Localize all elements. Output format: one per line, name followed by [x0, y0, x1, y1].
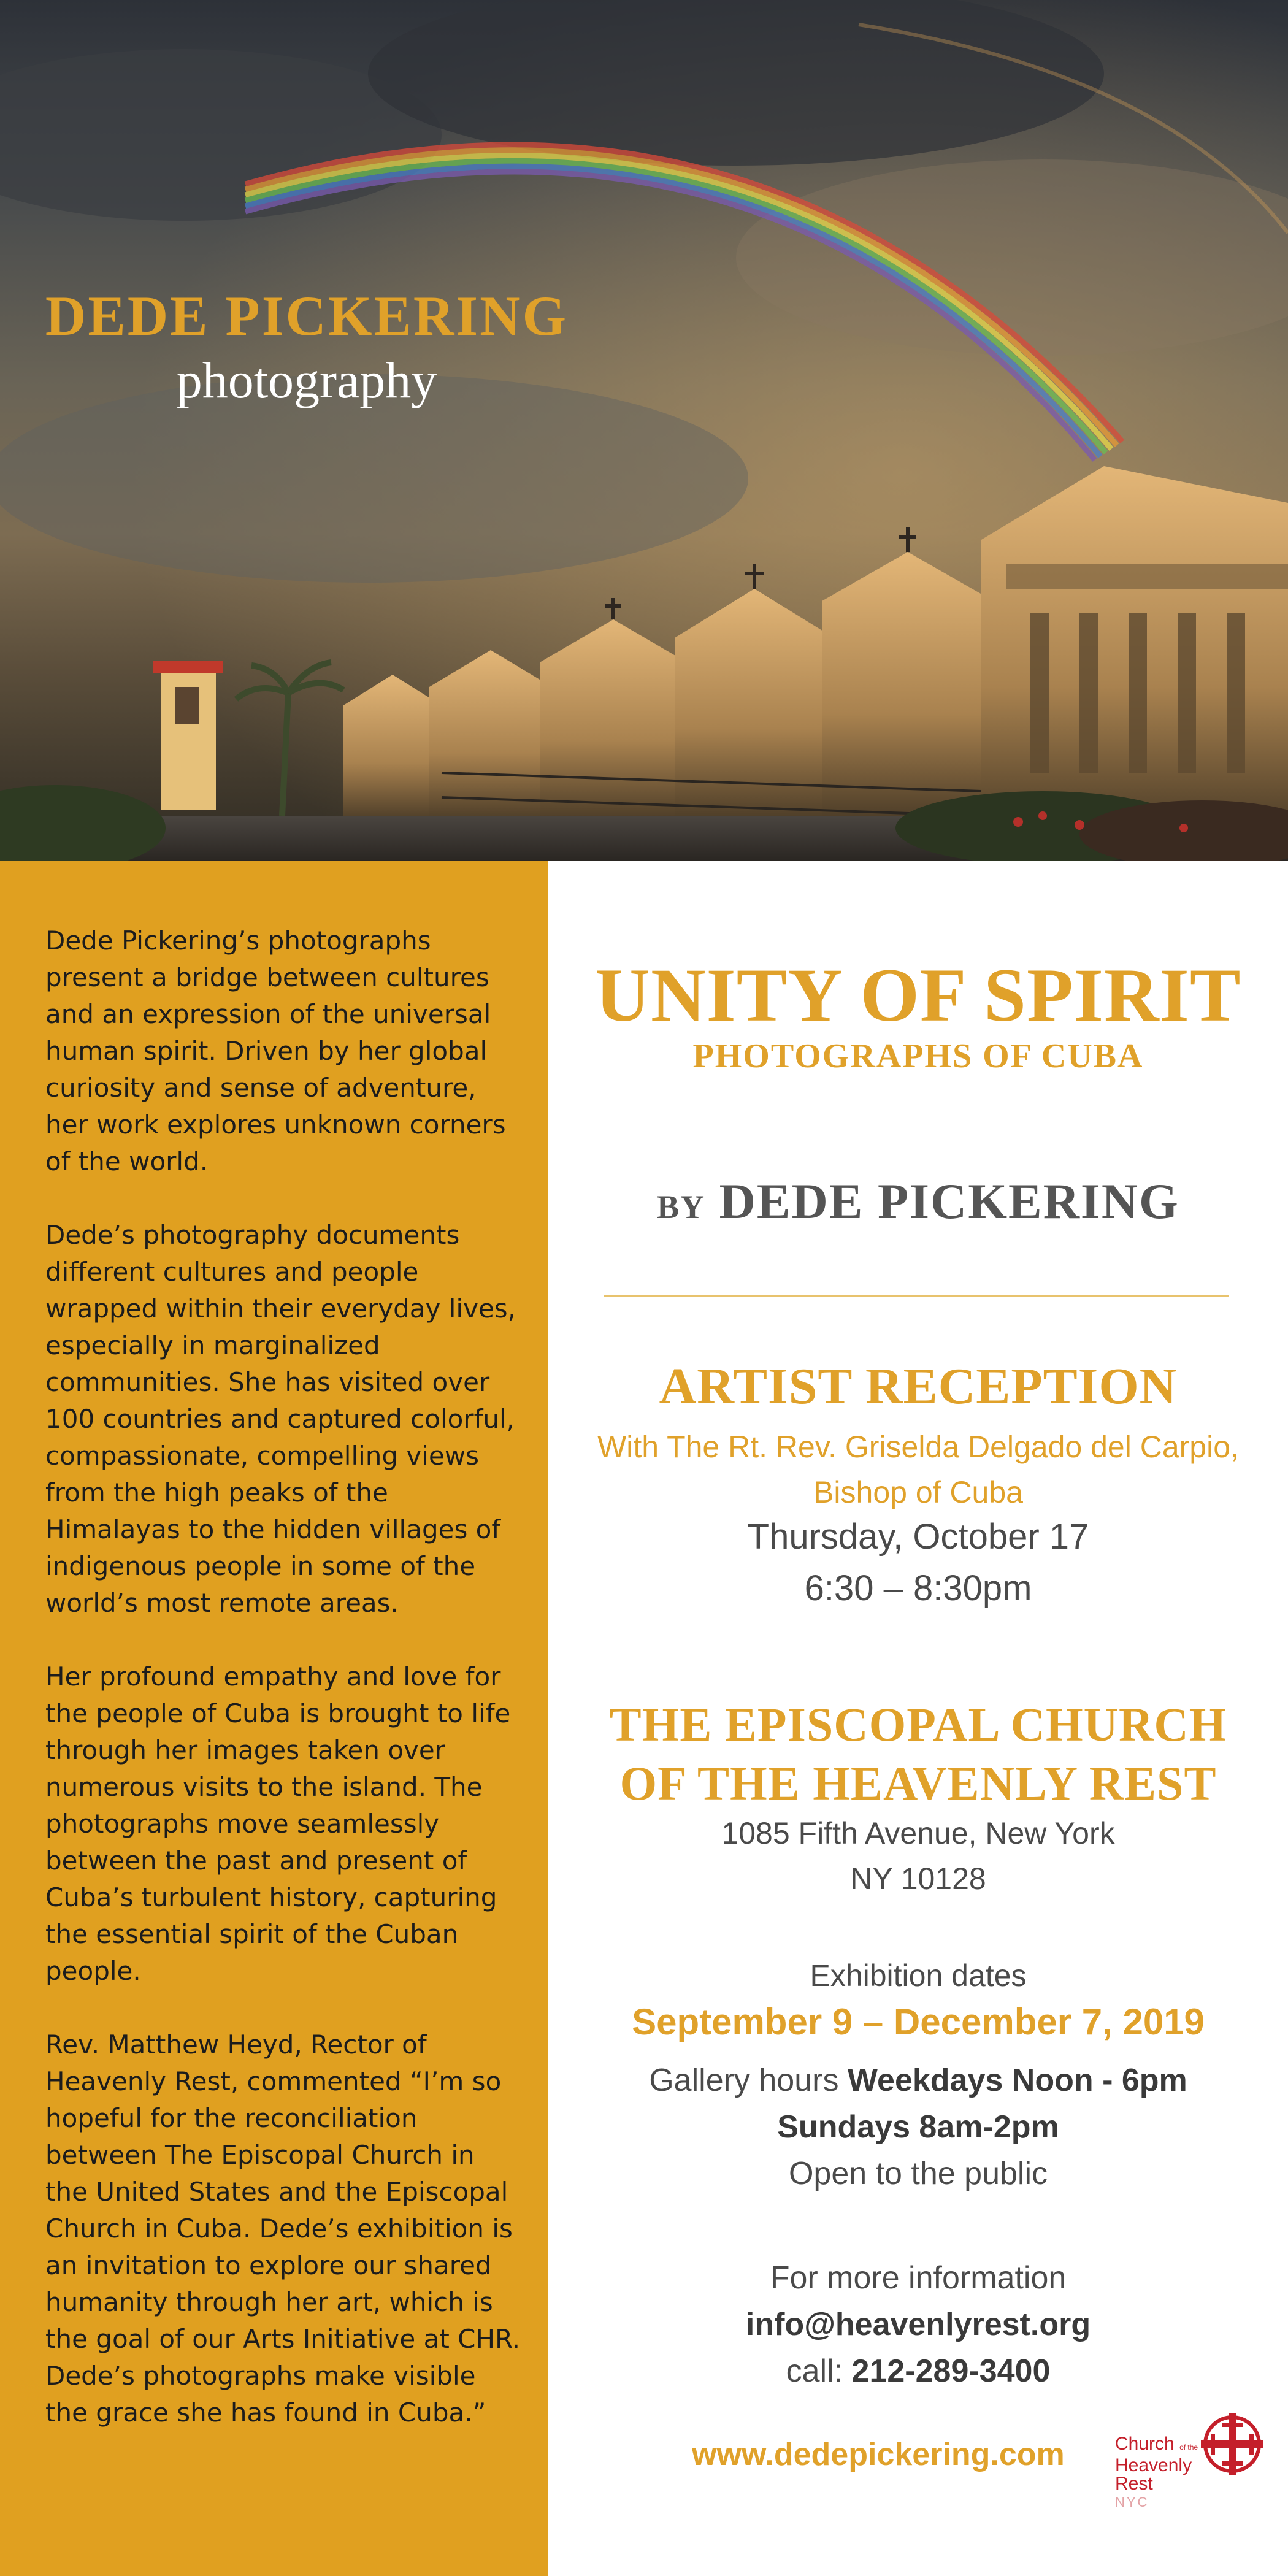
bio-quote-paragraph: Rev. Matthew Heyd, Rector of Heavenly Rest, commented “I’m so hopeful for the reconciliation between The Episcopal Church in the United States and the Episcopal Church in Cuba. Dede’s exhibition is an invitation to explore our shared humanity through her art, which is the goal of our Arts Initiative at CHR. Dede’s photographs make visible the grace she has found in Cuba.” [45, 2030, 521, 2428]
bio-paragraph: Dede Pickering’s photographs present a bridge between cultures and an expression of the universal human spirit. Driven by her global curiosity and sense of adventure, her work explores unknown corners of the world. [45, 926, 506, 1176]
bio-text [45, 922, 524, 2468]
gallery-hours [548, 2057, 1288, 2197]
website-link[interactable]: www.dedepickering.com [692, 2437, 1065, 2472]
contact-label: For more information [770, 2260, 1067, 2296]
reception-datetime [548, 1511, 1288, 1614]
hours-weekdays: Weekdays Noon - 6pm [847, 2063, 1187, 2098]
address-line: NY 10128 [850, 1861, 986, 1896]
reception-guest-line: Bishop of Cuba [813, 1475, 1023, 1509]
divider [604, 1295, 1229, 1297]
contact-email-link[interactable]: info@heavenlyrest.org [745, 2307, 1091, 2342]
venue-name-line: OF THE HEAVENLY REST [619, 1757, 1217, 1810]
church-logo [1115, 2410, 1275, 2515]
logo-line: Heavenly [1115, 2455, 1192, 2475]
reception-time: 6:30 – 8:30pm [804, 1568, 1032, 1608]
brand-name: DEDE PICKERING [45, 285, 569, 347]
cross-icon [1198, 2410, 1266, 2478]
logo-of-the: of the [1179, 2443, 1198, 2451]
exhibition-dates-label: Exhibition dates [810, 1958, 1027, 1993]
contact-phone-line [548, 2348, 1288, 2394]
address-line: 1085 Fifth Avenue, New York [721, 1816, 1115, 1850]
reception-guest [548, 1424, 1288, 1515]
contact-info [548, 2255, 1288, 2394]
exhibition-subtitle: PHOTOGRAPHS OF CUBA [692, 1037, 1144, 1075]
venue-name [548, 1695, 1288, 1813]
hours-weekdays-line [548, 2057, 1288, 2104]
bio-paragraph: Dede’s photography documents different cultures and people wrapped within their everyday lives, especially in marginalized communities. She has visited over 100 countries and captured colorful, compassionate, compelling views from the high peaks of the Himalayas to the hidden villages of indigenous people in some of the world’s most remote areas. [45, 1220, 516, 1618]
hours-sundays-line [548, 2104, 1288, 2150]
venue-name-line: THE EPISCOPAL CHURCH [609, 1698, 1227, 1751]
open-to-public: Open to the public [788, 2156, 1048, 2191]
hero-photo [0, 0, 1288, 861]
bio-panel [0, 861, 548, 2576]
logo-line: Church of the [1115, 2434, 1198, 2454]
bio-paragraph: Her profound empathy and love for the people of Cuba is brought to life through her images taken over numerous visits to the island. The photographs move seamlessly between the past and present of Cuba’s turbulent history, capturing the essential spirit of the Cuban people. [45, 1662, 511, 1986]
byline-prefix: BY [657, 1189, 706, 1225]
info-panel [548, 861, 1288, 2576]
reception-date: Thursday, October 17 [747, 1517, 1089, 1557]
exhibition-title: UNITY OF SPIRIT [595, 953, 1241, 1037]
reception-guest-line: With The Rt. Rev. Griselda Delgado del Carpio, [597, 1430, 1239, 1464]
call-label: call: [786, 2353, 843, 2389]
hours-label: Gallery hours [649, 2063, 839, 2098]
venue-address [548, 1811, 1288, 1901]
contact-phone-link[interactable]: 212-289-3400 [851, 2353, 1051, 2389]
artist-name: DEDE PICKERING [719, 1173, 1179, 1229]
exhibition-dates: September 9 – December 7, 2019 [632, 2001, 1205, 2042]
hero-scene-graphic [0, 0, 1288, 861]
logo-nyc: NYC [1115, 2494, 1149, 2510]
church-logo-text [1115, 2435, 1207, 2512]
hours-sundays: Sundays 8am-2pm [777, 2109, 1059, 2145]
brand-subtitle: photography [176, 352, 437, 409]
logo-line: Rest [1115, 2474, 1153, 2494]
artist-byline [548, 1173, 1288, 1230]
reception-title: ARTIST RECEPTION [659, 1358, 1178, 1415]
